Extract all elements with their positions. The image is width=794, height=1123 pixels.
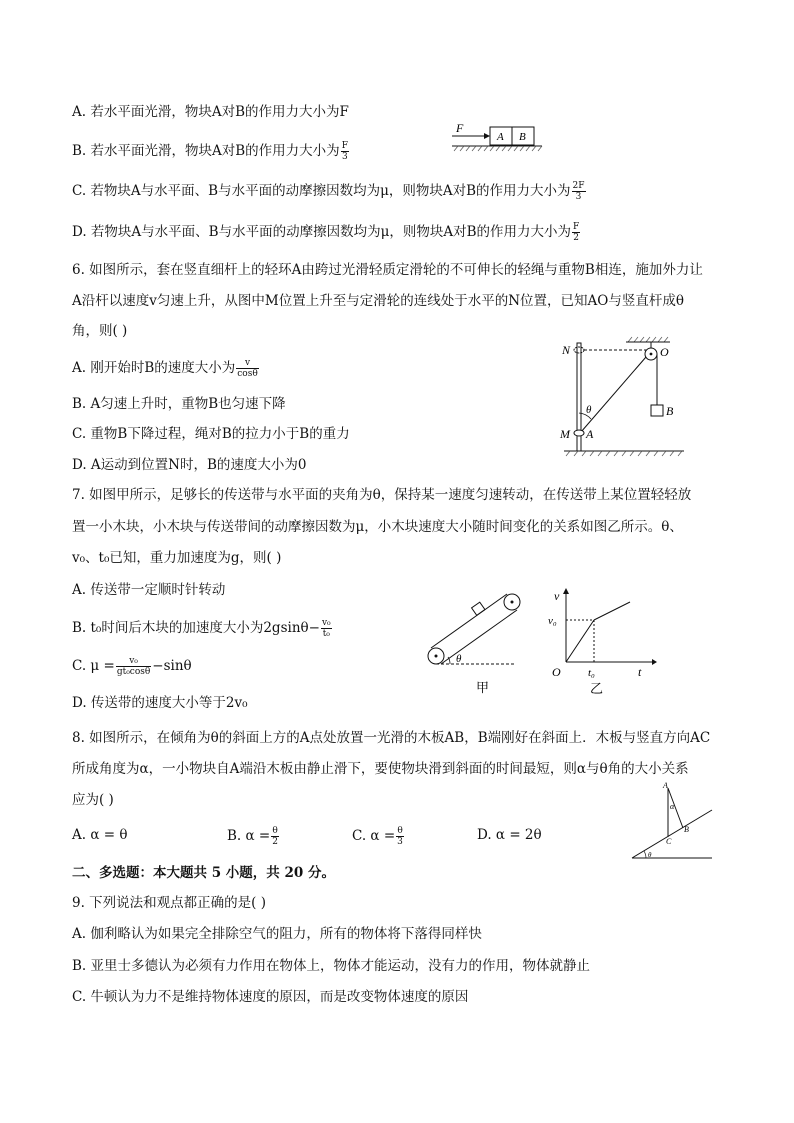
q6-option-c: C. 重物B下降过程，绳对B的拉力小于B的重力 [72, 426, 350, 442]
q7-option-c-text: C. μ = [72, 658, 115, 674]
label-n: N [562, 343, 571, 357]
label-a: A [586, 427, 594, 441]
q8-option-a: A. α = θ [72, 827, 128, 843]
q8-stem-line-3: 应为( ) [72, 792, 114, 808]
lower-roller-axle [435, 655, 438, 658]
fraction [236, 358, 259, 379]
q8-option-b-text: B. α = [227, 828, 271, 844]
q7-vt-graph [548, 586, 658, 698]
fraction [396, 826, 404, 847]
q6-stem-line-3: 角，则( ) [72, 323, 128, 339]
theta-arc [644, 851, 646, 858]
q7-option-b-text: B. t₀时间后木块的加速度大小为2gsinθ− [72, 620, 320, 636]
q8-stem-line-1: 8. 如图所示，在倾角为θ的斜面上方的A点处放置一光滑的木板AB，B端刚好在斜面上．木板与竖直方向AC [72, 730, 711, 746]
numerator: v [236, 358, 259, 369]
label-b: B [666, 404, 674, 418]
q6-option-d: D. A运动到位置N时，B的速度大小为0 [72, 457, 307, 473]
denominator: gt₀cosθ [116, 667, 151, 677]
q7-option-d: D. 传送带的速度大小等于2v₀ [72, 695, 248, 711]
axis-label-t: t [638, 665, 642, 679]
label-b: B [684, 825, 689, 834]
fraction [271, 826, 279, 847]
label-theta: θ [648, 851, 652, 859]
q8-option-d: D. α = 2θ [477, 827, 542, 843]
q7-option-c [72, 656, 192, 677]
belt-top [431, 594, 507, 648]
block-b-label: B [519, 131, 526, 143]
fraction [341, 141, 349, 162]
tick-label-v0: v₀ [548, 615, 557, 627]
label-o: O [660, 345, 669, 359]
ceiling-hatching [628, 337, 668, 342]
force-label: F [456, 121, 464, 135]
denominator: 2 [573, 233, 580, 243]
label-alpha: α [670, 802, 675, 811]
rope-ao [581, 357, 646, 432]
ground-hatching [566, 451, 682, 456]
numerator: θ [397, 826, 403, 836]
q8-stem-line-2: 所成角度为α，一小物块自A端沿木板由静止滑下，要使物块滑到斜面的时间最短，则α与θ角的大小关系 [72, 761, 689, 777]
q5-option-d [72, 222, 581, 243]
numerator: F [341, 141, 348, 151]
numerator: F [573, 222, 580, 232]
numerator: v₀ [321, 618, 331, 628]
q5-option-d-text: D. 若物块A与水平面、B与水平面的动摩擦因数均为μ，则物块A对B的作用力大小为 [72, 224, 572, 240]
axis-label-v: v [554, 589, 560, 603]
figure-label-jia: 甲 [476, 680, 490, 695]
q7-option-a: A. 传送带一定顺时针转动 [72, 582, 226, 598]
q8-option-c [352, 826, 405, 847]
section-heading-multiple-choice: 二、多选题：本大题共 5 小题，共 20 分。 [72, 865, 335, 881]
origin-label: O [552, 665, 561, 679]
q9-option-b: B. 亚里士多德认为必须有力作用在物体上，物体才能运动，没有力的作用，物体就静止 [72, 958, 591, 974]
ground-hatching [454, 146, 542, 151]
q6-stem-line-1: 6. 如图所示，套在竖直细杆上的轻环A由跨过光滑轻质定滑轮的不可伸长的轻绳与重物B相连，施加外力让 [72, 262, 703, 278]
q6-option-a [72, 358, 260, 379]
denominator: 3 [575, 192, 582, 202]
q5-option-c [72, 181, 587, 202]
segment-2 [594, 602, 630, 620]
q7-stem-line-3: v₀、t₀已知，重力加速度为g，则( ) [72, 550, 282, 566]
q6-pulley-figure [556, 335, 692, 460]
block-a-label: A [497, 131, 504, 143]
v-axis-arrow-icon [563, 588, 569, 594]
numerator: θ [272, 826, 278, 836]
q8-incline-figure [628, 780, 718, 862]
q7-conveyor-figure [420, 588, 532, 698]
ring-a [574, 430, 584, 436]
q9-option-a: A. 伽利略认为如果完全排除空气的阻力，所有的物体将下落得同样快 [72, 926, 482, 942]
q8-option-b [227, 826, 280, 847]
q5-option-b-text: B. 若水平面光滑，物块A对B的作用力大小为 [72, 143, 340, 159]
denominator: 2 [272, 837, 278, 847]
t-axis-arrow-icon [652, 659, 657, 665]
q7-stem-line-1: 7. 如图甲所示，足够长的传送带与水平面的夹角为θ，保持某一速度匀速转动，在传送带上某位置轻轻放 [72, 487, 692, 503]
q7-option-c-suffix: −sinθ [152, 658, 192, 674]
q5-blocks-figure [448, 118, 548, 156]
label-m: M [560, 427, 570, 441]
q6-stem-line-2: A沿杆以速度v匀速上升，从图中M位置上升至与定滑轮的连线处于水平的N位置，已知AO与竖直杆成θ [72, 293, 684, 309]
label-theta: θ [456, 653, 462, 665]
figure-label-yi: 乙 [590, 681, 604, 696]
arrowhead-icon [484, 133, 490, 139]
q8-option-c-text: C. α = [352, 828, 396, 844]
denominator: t₀ [322, 629, 330, 639]
fraction [321, 618, 332, 639]
numerator: 2F [572, 181, 585, 191]
upper-roller-axle [511, 601, 514, 604]
weight-b [651, 405, 663, 416]
fraction [572, 222, 580, 243]
q5-option-b [72, 141, 350, 162]
q5-option-c-text: C. 若物块A与水平面、B与水平面的动摩擦因数均为μ，则物块A对B的作用力大小为 [72, 183, 571, 199]
label-a: A [663, 781, 668, 790]
numerator: v₀ [116, 656, 151, 667]
segment-1 [566, 620, 594, 662]
q9-stem: 9. 下列说法和观点都正确的是( ) [72, 895, 266, 911]
label-c: C [666, 837, 672, 846]
fraction [116, 656, 151, 677]
denominator: cosθ [237, 369, 258, 379]
incline-line [632, 810, 712, 858]
q5-option-a: A. 若水平面光滑，物块A对B的作用力大小为F [72, 104, 349, 120]
belt-bottom [441, 610, 517, 664]
q7-stem-line-2: 置一小木块，小木块与传送带间的动摩擦因数为μ，小木块速度大小随时间变化的关系如图乙所示。θ、 [72, 519, 683, 535]
q7-option-b [72, 618, 333, 639]
q6-option-a-text: A. 刚开始时B的速度大小为 [72, 360, 236, 376]
label-theta: θ [586, 404, 592, 416]
tick-label-t0: t₀ [588, 667, 595, 679]
q6-option-b: B. A匀速上升时，重物B也匀速下降 [72, 396, 286, 412]
denominator: 3 [341, 152, 348, 162]
pulley-axle [650, 353, 653, 356]
q9-option-c: C. 牛顿认为力不是维持物体速度的原因，而是改变物体速度的原因 [72, 989, 469, 1005]
wood-block [472, 602, 485, 615]
denominator: 3 [397, 837, 403, 847]
fraction [572, 181, 586, 202]
